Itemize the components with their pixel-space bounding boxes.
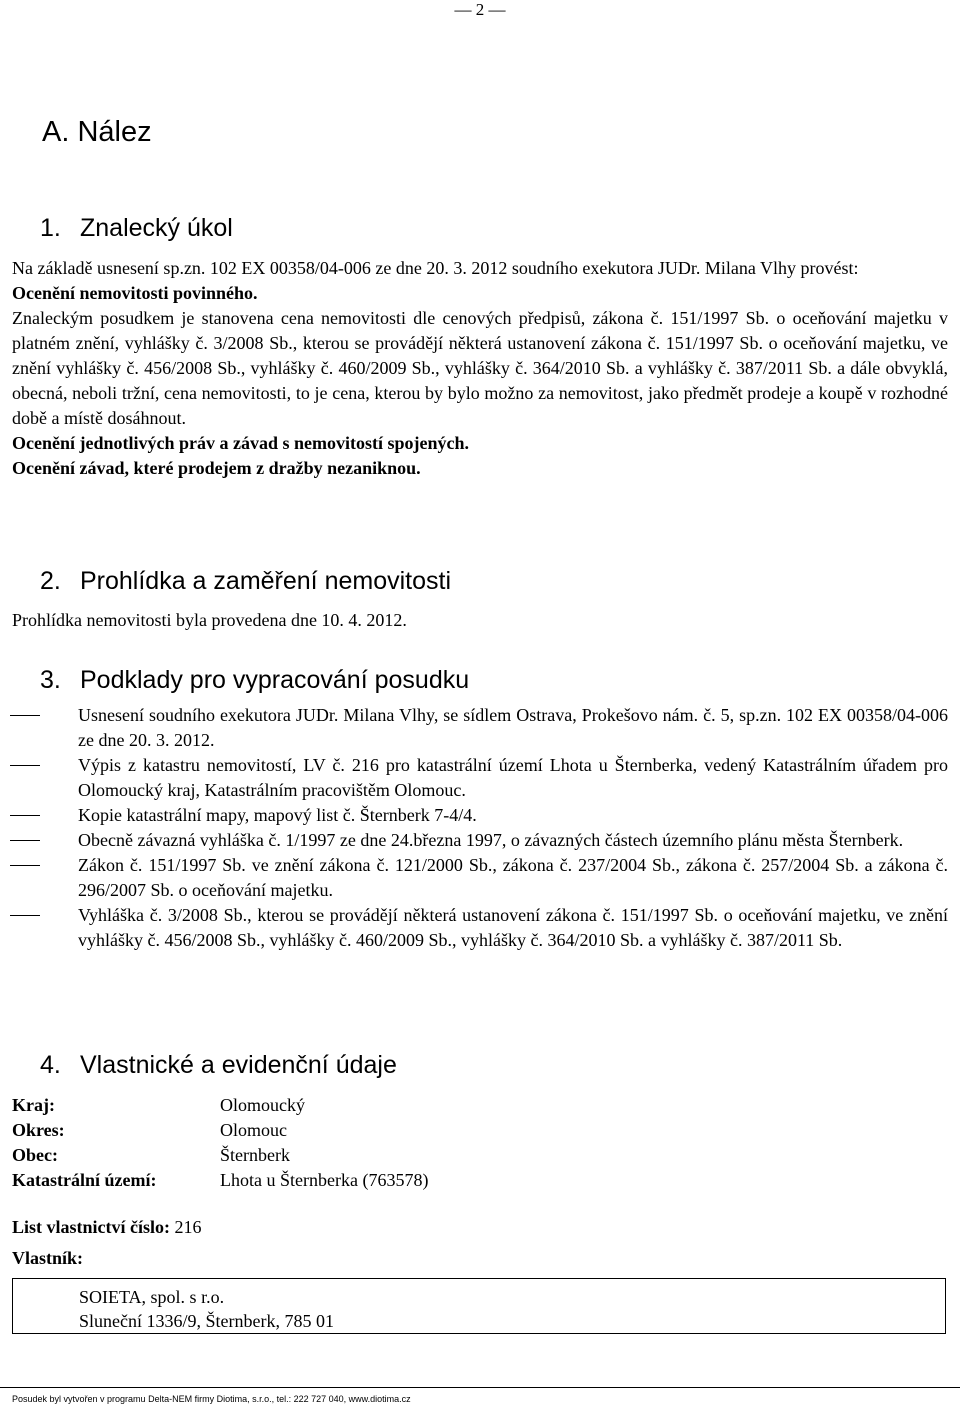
list-item: Zákon č. 151/1997 Sb. ve znění zákona č. 121/2000 Sb., zákona č. 237/2004 Sb., zákona č. 257/2004 Sb. a zákona č. 296/2007 Sb. o oceňování majetku.	[10, 853, 948, 903]
dash-bullet	[10, 840, 40, 841]
page-number: — 2 —	[454, 0, 506, 19]
katastralni-uzemi-label: Katastrální území:	[12, 1170, 157, 1190]
owner-address: Sluneční 1336/9, Šternberk, 785 01	[79, 1311, 334, 1331]
section-3-heading	[40, 663, 469, 697]
owner-name: SOIETA, spol. s r.o.	[79, 1287, 225, 1307]
section-2-number: 2.	[40, 567, 61, 595]
katastralni-uzemi-value: Lhota u Šternberka (763578)	[220, 1170, 429, 1190]
list-item: Výpis z katastru nemovitostí, LV č. 216 pro katastrální území Lhota u Šternberka, vedený Katastrálním úřadem pro Olomoucký kraj, Katastrálním pracovištěm Olomouc.	[10, 753, 948, 803]
list-item: Usnesení soudního exekutora JUDr. Milana Vlhy, se sídlem Ostrava, Prokešovo nám. č. 5, sp.zn. 102 EX 00358/04-006 ze dne 20. 3. 2012.	[10, 703, 948, 753]
owner-box	[12, 1278, 946, 1334]
section-2-title: Prohlídka a zaměření nemovitosti	[80, 567, 452, 595]
documents-list	[10, 703, 948, 953]
section-1-task-2: Ocenění jednotlivých práv a závad s nemovitostí spojených.	[12, 433, 469, 453]
footer-divider	[0, 1387, 960, 1388]
okres-label: Okres:	[12, 1120, 65, 1140]
list-item: Kopie katastrální mapy, mapový list č. Šternberk 7-4/4.	[10, 803, 948, 828]
section-1-task-1: Ocenění nemovitosti povinného.	[12, 283, 258, 303]
list-item: Obecně závazná vyhláška č. 1/1997 ze dne 24.března 1997, o závazných částech územního plánu města Šternberk.	[10, 828, 948, 853]
municipality-row	[12, 1143, 290, 1168]
okres-value: Olomouc	[220, 1120, 287, 1140]
section-4-title: Vlastnické a evidenční údaje	[80, 1051, 397, 1079]
dash-bullet	[10, 715, 40, 716]
section-3-number: 3.	[40, 666, 61, 694]
section-1-number: 1.	[40, 214, 61, 242]
section-4-heading	[40, 1048, 397, 1082]
page-title: A. Nález	[42, 116, 152, 148]
dash-bullet	[10, 915, 40, 916]
region-row	[12, 1093, 305, 1118]
obec-value: Šternberk	[220, 1145, 290, 1165]
owner-label: Vlastník:	[12, 1248, 84, 1268]
section-1-heading	[40, 211, 233, 245]
section-3-title: Podklady pro vypracování posudku	[80, 666, 470, 694]
section-1-body	[12, 256, 948, 481]
ownership-sheet-row	[12, 1215, 202, 1240]
footer-text: Posudek byl vytvořen v programu Delta-NEM firmy Diotima, s.r.o., tel.: 222 727 040, www.diotima.cz	[12, 1394, 411, 1404]
lv-value: 216	[174, 1217, 202, 1237]
obec-label: Obec:	[12, 1145, 58, 1165]
section-4-number: 4.	[40, 1051, 61, 1079]
section-1-paragraph: Znaleckým posudkem je stanovena cena nemovitosti dle cenových předpisů, zákona č. 151/1997 Sb. o oceňování majetku v platném znění, vyhlášky č. 3/2008 Sb., kterou se provádějí některá ustanovení zákona č. 151/1997 Sb. o oceňování majetku, ve znění vyhlášky č. 456/2008 Sb., vyhlášky č. 460/2009 Sb., vyhlášky č. 364/2010 Sb. a vyhlášky č. 387/2011 Sb. a dále obvyklá, obecná, neboli tržní, cena nemovitosti, to je cena, kterou by bylo možno za nemovitost, jako předmět prodeje a koupě v rozhodné době a místě dosáhnout.	[12, 308, 948, 428]
district-row	[12, 1118, 287, 1143]
section-2-text: Prohlídka nemovitosti byla provedena dne 10. 4. 2012.	[12, 610, 407, 630]
section-1-task-3: Ocenění závad, které prodejem z dražby nezaniknou.	[12, 458, 421, 478]
section-1-title: Znalecký úkol	[80, 214, 233, 242]
kraj-value: Olomoucký	[220, 1095, 305, 1115]
dash-bullet	[10, 865, 40, 866]
cadastral-area-row	[12, 1168, 428, 1193]
section-2-heading	[40, 564, 451, 598]
dash-bullet	[10, 765, 40, 766]
section-1-intro: Na základě usnesení sp.zn. 102 EX 00358/04-006 ze dne 20. 3. 2012 soudního exekutora JUDr. Milana Vlhy provést:	[12, 258, 859, 278]
dash-bullet	[10, 815, 40, 816]
list-item: Vyhláška č. 3/2008 Sb., kterou se provádějí některá ustanovení zákona č. 151/1997 Sb. o oceňování majetku, ve znění vyhlášky č. 456/2008 Sb., vyhlášky č. 460/2009 Sb., vyhlášky č. 364/2010 Sb. a vyhlášky č. 387/2011 Sb.	[10, 903, 948, 953]
kraj-label: Kraj:	[12, 1095, 55, 1115]
lv-label: List vlastnictví číslo:	[12, 1217, 170, 1237]
